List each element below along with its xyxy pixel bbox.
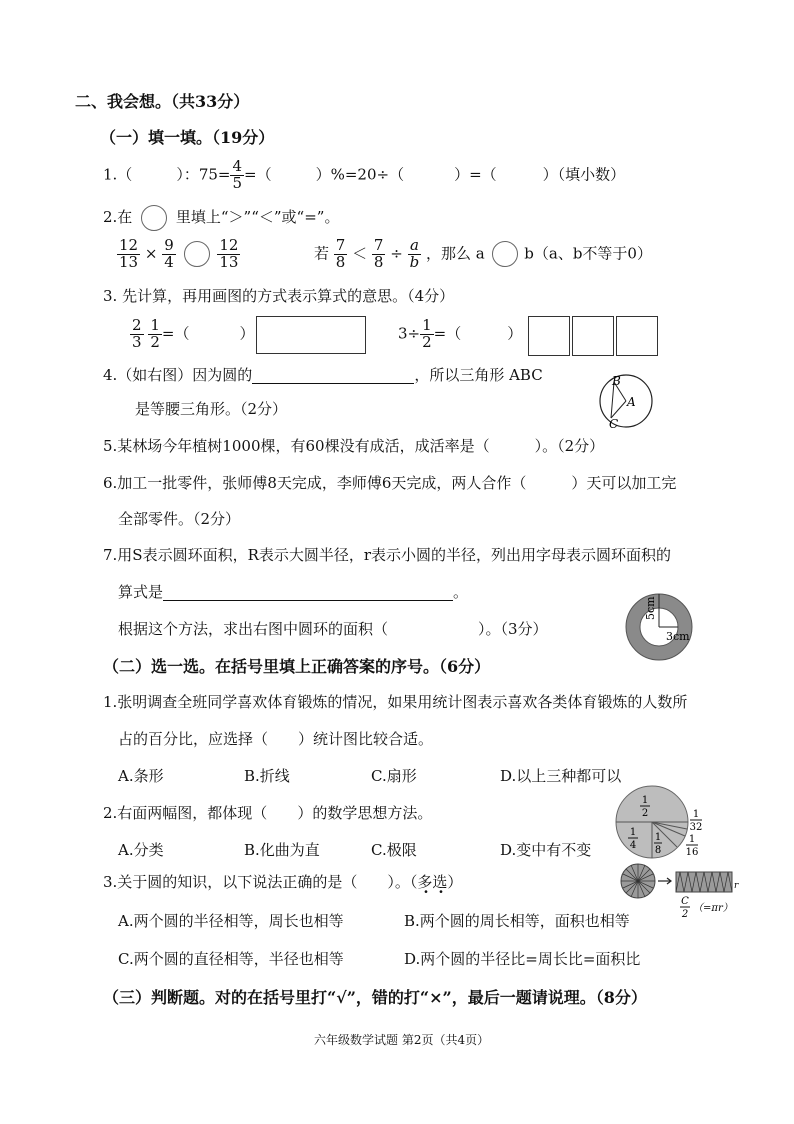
q2-tail: b（a、b不等于0） <box>524 244 652 263</box>
q7-formula-label: 算式是 <box>118 583 164 601</box>
close-paren: ） <box>507 324 523 343</box>
label-den: 8 <box>654 845 662 856</box>
halving-circle-figure <box>614 784 706 860</box>
label-c: C <box>609 417 619 431</box>
ring-figure <box>620 588 700 666</box>
close-paren: ） <box>239 324 255 343</box>
q7-line3: 根据这个方法，求出右图中圆环的面积（ ）。（3分） <box>118 620 548 638</box>
emphasis-char: 多 <box>417 873 433 891</box>
q1-line <box>103 159 625 192</box>
compare-circle <box>141 205 167 231</box>
q2-expr1 <box>117 238 240 271</box>
q1-eq1: =（ <box>244 165 272 184</box>
page-footer: 六年级数学试题 第2页（共4页） <box>314 1033 490 1047</box>
fraction: $\frac{9}{4}$ <box>164 236 174 271</box>
option-b[interactable]: B.折线 <box>244 767 290 785</box>
option-a[interactable]: A.两个圆的半径相等，周长也相等 <box>118 912 344 930</box>
q2-expr2 <box>314 238 652 271</box>
compare-circle[interactable] <box>184 241 210 267</box>
label-num: 1 <box>641 795 649 806</box>
fraction: $\frac{1}{2}$ <box>422 316 432 351</box>
label-num: 1 <box>688 834 696 845</box>
label-a: A <box>627 395 636 409</box>
segment-ac <box>611 401 626 418</box>
q7-line1: 7.用S表示圆环面积，R表示大圆半径，r表示小圆的半径，列出用字母表示圆环面积的 <box>103 546 672 564</box>
q1-tail: ）（填小数） <box>542 165 626 184</box>
label-num: 1 <box>629 827 637 838</box>
q6-line2: 全部零件。（2分） <box>118 510 241 528</box>
fraction: $\frac{7}{8}$ <box>373 236 384 271</box>
drawing-box[interactable] <box>616 316 658 356</box>
option-d[interactable]: D.以上三种都可以 <box>500 767 622 785</box>
drawing-box[interactable] <box>256 316 366 354</box>
period: 。 <box>453 583 469 601</box>
q4-text-b: ，所以三角形 ABC <box>414 366 543 384</box>
option-d[interactable]: D.变中有不变 <box>500 841 592 859</box>
part1-title: （一）填一填。（19分） <box>100 128 275 147</box>
option-a[interactable]: A.条形 <box>118 767 164 785</box>
label-b: B <box>612 374 621 388</box>
q2-instruction: 里填上“＞”“＜”或“=”。 <box>175 208 340 226</box>
fraction: $\frac{7}{8}$ <box>335 236 346 271</box>
fraction: $\frac{a}{b}$ <box>409 236 420 271</box>
answer-blank[interactable] <box>252 368 414 384</box>
p2-q1-line1: 1.张明调查全班同学喜欢体育锻炼的情况，如果用统计图表示喜欢各类体育锻炼的人数所 <box>103 693 688 711</box>
option-c[interactable]: C.扇形 <box>371 767 417 785</box>
q4-line1 <box>103 368 543 384</box>
three-div: 3÷ <box>398 324 421 343</box>
q3-text: 3. 先计算，再用画图的方式表示算式的意思。（4分） <box>103 287 455 305</box>
q1-eq3: ）=（ <box>454 165 497 184</box>
q3-expr1 <box>130 318 254 351</box>
label-r: r <box>734 881 739 891</box>
option-b[interactable]: B.两个圆的周长相等，面积也相等 <box>404 912 630 930</box>
q2-line1 <box>103 205 339 231</box>
p2-q1-line2: 占的百分比，应选择（ ）统计图比较合适。 <box>118 730 434 748</box>
less-than-sign: ＜ <box>352 244 368 263</box>
option-c[interactable]: C.极限 <box>371 841 417 859</box>
label-5cm: 5cm <box>644 596 657 620</box>
q2-prefix: 2.在 <box>103 208 133 226</box>
circle-to-rectangle-figure <box>618 862 744 920</box>
label-3cm: 3cm <box>666 630 690 643</box>
q1-fraction: $\frac{4}{5}$ <box>232 157 243 192</box>
option-d[interactable]: D.两个圆的半径比=周长比=面积比 <box>404 950 641 968</box>
q6-line1: 6.加工一批零件，张师傅8天完成，李师傅6天完成，两人合作（ ）天可以加工完 <box>103 474 677 492</box>
part2-title: （二）选一选。在括号里填上正确答案的序号。（6分） <box>103 657 491 676</box>
fraction: $\frac{2}{3}$ <box>132 316 142 351</box>
label-den: 32 <box>689 822 703 833</box>
p2-q2-line1: 2.右面两幅图，都体现（ ）的数学思想方法。 <box>103 804 433 822</box>
drawing-box[interactable] <box>572 316 614 356</box>
fraction: $\frac{12}{13}$ <box>219 236 239 271</box>
p2-q3-line1 <box>103 875 462 890</box>
if-word: 若 <box>314 244 330 263</box>
q5-text: 5.某林场今年植树1000棵，有60棵没有成活，成活率是（ ）。（2分） <box>103 437 605 455</box>
circle-triangle-figure <box>596 372 658 432</box>
divide-sign: ÷ <box>390 244 403 263</box>
label-num: 1 <box>654 832 662 843</box>
section-title: 二、我会想。（共33分） <box>75 92 250 111</box>
part3-title: （三）判断题。对的在括号里打“√”，错的打“×”，最后一题请说理。（8分） <box>103 988 647 1007</box>
label-den: 16 <box>685 847 699 858</box>
label-c: C <box>681 896 689 907</box>
fraction: $\frac{1}{2}$ <box>150 316 160 351</box>
equals-paren: =（ <box>433 324 462 343</box>
q3-expr2 <box>398 318 522 351</box>
label-den: 2 <box>641 808 649 819</box>
then-text: ，那么 a <box>426 244 485 263</box>
q7-line2 <box>118 585 468 601</box>
label-num: 1 <box>692 809 700 820</box>
q4-line2: 是等腰三角形。（2分） <box>135 400 288 418</box>
close-paren: ） <box>447 873 463 891</box>
p2-q3-text: 3.关于圆的知识，以下说法正确的是（ ）。（ <box>103 873 418 891</box>
label-2: 2 <box>681 909 689 920</box>
q1-eq2: ）%=20÷（ <box>315 165 405 184</box>
label-pi-r: （=πr） <box>693 903 733 914</box>
label-den: 4 <box>629 840 637 851</box>
equals-paren: =（ <box>161 324 190 343</box>
times-sign: × <box>144 244 158 263</box>
q1-open: 1.（ <box>103 165 133 184</box>
compare-circle[interactable] <box>492 241 518 267</box>
q4-text-a: 4.（如右图）因为圆的 <box>103 366 253 384</box>
drawing-box[interactable] <box>528 316 570 356</box>
answer-blank[interactable] <box>163 585 453 601</box>
option-b[interactable]: B.化曲为直 <box>244 841 320 859</box>
fraction: $\frac{12}{13}$ <box>119 236 139 271</box>
q1-ratio: ）：75= <box>176 165 231 184</box>
emphasis-char: 选 <box>432 873 448 891</box>
option-c[interactable]: C.两个圆的直径相等，半径也相等 <box>118 950 344 968</box>
option-a[interactable]: A.分类 <box>118 841 164 859</box>
